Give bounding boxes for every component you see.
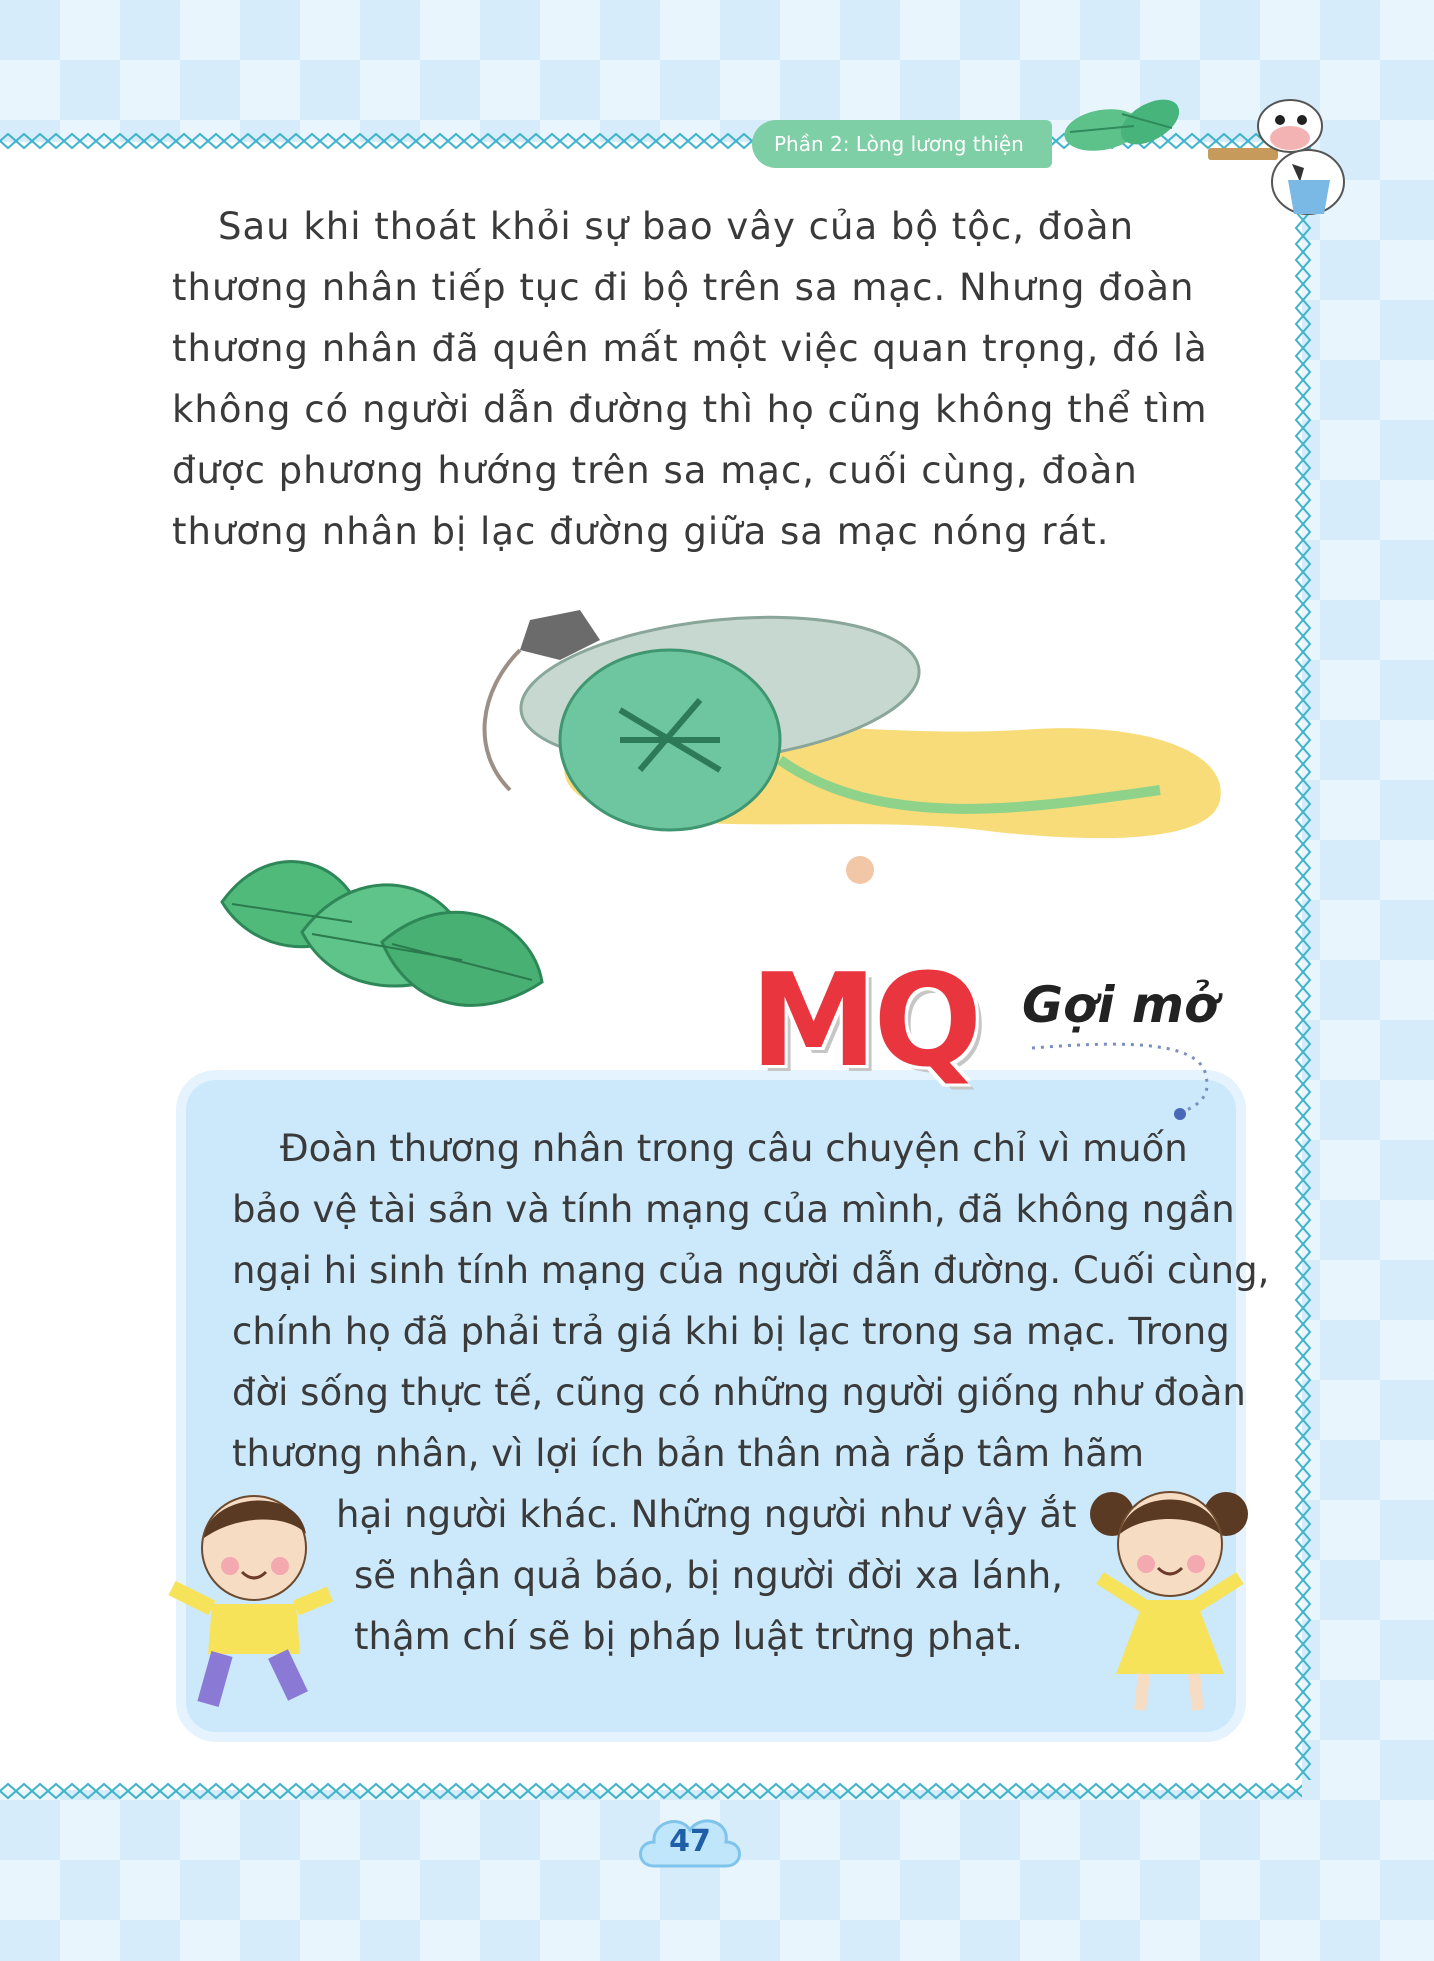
hint-line: đời sống thực tế, cũng có những người giống như đoàn: [232, 1371, 1246, 1414]
header-leaves-illustration: [1062, 92, 1192, 156]
green-leaves-illustration: [212, 832, 548, 1022]
hint-line: sẽ nhận quả báo, bị người đời xa lánh,: [354, 1554, 1063, 1597]
hint-heading: Gợi mở: [1022, 976, 1219, 1034]
section-title: Phần 2: Lòng lương thiện: [774, 132, 1024, 156]
hint-line: hại người khác. Những người như vậy ắt: [336, 1493, 1077, 1536]
dotted-connector-line: [1030, 1034, 1216, 1120]
boy-character-illustration: [168, 1484, 336, 1714]
hint-line: thương nhân, vì lợi ích bản thân mà rắp tâm hãm: [232, 1432, 1144, 1475]
water-skin-and-rope-illustration: [460, 590, 1230, 900]
girl-character-illustration: [1084, 1474, 1254, 1714]
hint-line: chính họ đã phải trả giá khi bị lạc trong sa mạc. Trong: [232, 1310, 1230, 1353]
right-zigzag-border: [1294, 140, 1312, 1780]
section-title-tag: [752, 120, 1052, 168]
hint-line: bảo vệ tài sản và tính mạng của mình, đã không ngần: [232, 1188, 1235, 1231]
hint-text: [232, 1118, 1270, 1667]
story-paragraph: Sau khi thoát khỏi sự bao vây của bộ tộc, đoàn thương nhân tiếp tục đi bộ trên sa mạc. Nhưng đoàn thương nhân đã quên mất một việc quan trọng, đó là không có người dẫn đường thì họ cũng không thể tìm được phương hướng trên sa mạc, cuối cùng, đoàn thương nhân bị lạc đường giữa sa mạc nóng rát.: [172, 205, 1208, 553]
hint-line: ngại hi sinh tính mạng của người dẫn đường. Cuối cùng,: [232, 1249, 1270, 1292]
mq-logo: [750, 947, 979, 1096]
hint-line: thậm chí sẽ bị pháp luật trừng phạt.: [354, 1615, 1023, 1658]
bottom-zigzag-border: [0, 1782, 1302, 1800]
hint-line: Đoàn thương nhân trong câu chuyện chỉ vì muốn: [280, 1127, 1188, 1170]
page-number: 47: [669, 1824, 711, 1859]
mq-logo-text: MQ: [750, 947, 979, 1096]
